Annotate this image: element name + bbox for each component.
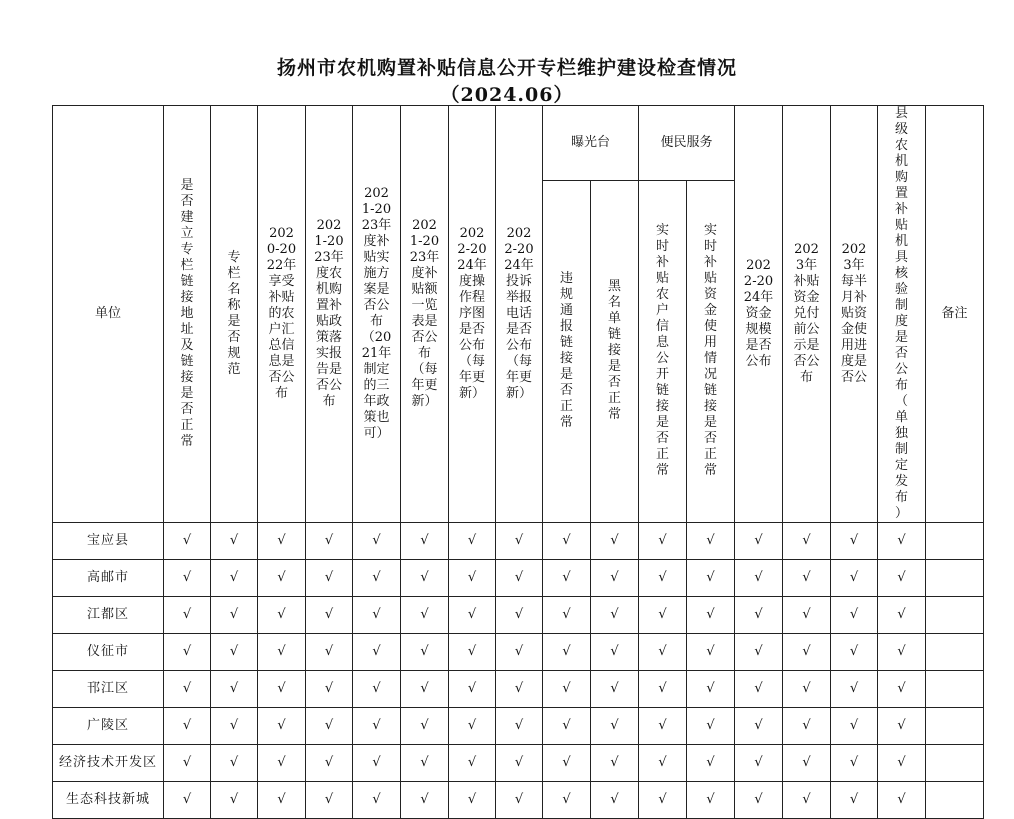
unit-cell: 高邮市 <box>53 560 164 597</box>
table-row <box>53 634 984 671</box>
check-mark: √ <box>831 634 878 671</box>
check-mark: √ <box>735 523 783 560</box>
check-mark: √ <box>353 671 401 708</box>
header-fund-usage-link: 实时补贴资金使用情况链接是否正常 <box>687 180 735 522</box>
document-title: 扬州市农机购置补贴信息公开专栏维护建设检查情况 <box>276 57 737 79</box>
check-mark: √ <box>211 671 258 708</box>
header-complaint-phone: 2022-2024年投诉举报电话是否公布（每年更新） <box>496 106 543 523</box>
check-mark: √ <box>164 597 211 634</box>
check-mark: √ <box>401 597 449 634</box>
check-mark: √ <box>401 560 449 597</box>
check-mark: √ <box>258 560 306 597</box>
header-remark: 备注 <box>926 106 984 523</box>
check-mark: √ <box>687 671 735 708</box>
check-mark: √ <box>735 597 783 634</box>
check-mark: √ <box>449 560 496 597</box>
table-row <box>53 782 984 819</box>
check-mark: √ <box>878 745 926 782</box>
check-mark: √ <box>735 671 783 708</box>
check-mark: √ <box>449 634 496 671</box>
check-mark: √ <box>639 523 687 560</box>
remark-cell <box>926 782 984 819</box>
check-mark: √ <box>401 708 449 745</box>
check-mark: √ <box>306 523 353 560</box>
check-mark: √ <box>639 745 687 782</box>
check-mark: √ <box>878 782 926 819</box>
header-name-standard: 专栏名称是否规范 <box>211 106 258 523</box>
check-mark: √ <box>783 597 831 634</box>
check-mark: √ <box>496 523 543 560</box>
check-mark: √ <box>543 782 591 819</box>
check-mark: √ <box>496 560 543 597</box>
check-mark: √ <box>687 708 735 745</box>
unit-cell: 江都区 <box>53 597 164 634</box>
check-mark: √ <box>687 523 735 560</box>
header-implementation-plan: 2021-2023年度补贴实施方案是否公布（2021年制定的三年政策也可） <box>353 106 401 523</box>
remark-cell <box>926 745 984 782</box>
check-mark: √ <box>401 634 449 671</box>
check-mark: √ <box>783 634 831 671</box>
remark-cell <box>926 523 984 560</box>
document-subtitle: （2024.06） <box>440 84 574 106</box>
check-mark: √ <box>258 782 306 819</box>
check-mark: √ <box>543 634 591 671</box>
check-mark: √ <box>639 782 687 819</box>
check-mark: √ <box>591 634 639 671</box>
check-mark: √ <box>496 634 543 671</box>
check-mark: √ <box>543 745 591 782</box>
check-mark: √ <box>878 708 926 745</box>
check-mark: √ <box>306 597 353 634</box>
check-mark: √ <box>543 708 591 745</box>
check-mark: √ <box>211 634 258 671</box>
unit-cell: 经济技术开发区 <box>53 745 164 782</box>
check-mark: √ <box>258 634 306 671</box>
check-mark: √ <box>258 708 306 745</box>
check-mark: √ <box>878 597 926 634</box>
check-mark: √ <box>735 634 783 671</box>
table-row <box>53 708 984 745</box>
check-mark: √ <box>164 560 211 597</box>
check-mark: √ <box>164 782 211 819</box>
check-mark: √ <box>687 745 735 782</box>
check-mark: √ <box>353 745 401 782</box>
check-mark: √ <box>353 708 401 745</box>
check-mark: √ <box>639 671 687 708</box>
header-blacklist-link: 黑名单链接是否正常 <box>591 180 639 522</box>
unit-cell: 邗江区 <box>53 671 164 708</box>
remark-cell <box>926 634 984 671</box>
check-mark: √ <box>401 745 449 782</box>
remark-cell <box>926 597 984 634</box>
table-row <box>53 560 984 597</box>
check-mark: √ <box>878 560 926 597</box>
check-mark: √ <box>401 523 449 560</box>
check-mark: √ <box>258 597 306 634</box>
remark-cell <box>926 560 984 597</box>
header-fund-scale: 2022-2024年资金规模是否公布 <box>735 106 783 523</box>
check-mark: √ <box>306 634 353 671</box>
check-mark: √ <box>211 523 258 560</box>
check-mark: √ <box>211 597 258 634</box>
check-mark: √ <box>211 745 258 782</box>
header-unit: 单位 <box>53 106 164 523</box>
header-payment-notice: 2023年补贴资金兑付前公示是否公布 <box>783 106 831 523</box>
remark-cell <box>926 671 984 708</box>
check-mark: √ <box>687 782 735 819</box>
check-mark: √ <box>591 523 639 560</box>
check-mark: √ <box>831 708 878 745</box>
check-mark: √ <box>449 745 496 782</box>
check-mark: √ <box>591 671 639 708</box>
unit-cell: 宝应县 <box>53 523 164 560</box>
header-verification-system: 县级农机购置补贴机具核验制度是否公布（单独制定发布） <box>878 106 926 523</box>
check-mark: √ <box>783 782 831 819</box>
check-mark: √ <box>735 782 783 819</box>
check-mark: √ <box>735 560 783 597</box>
header-fund-progress: 2023年每半月补贴资金使用进度是否公 <box>831 106 878 523</box>
check-mark: √ <box>496 708 543 745</box>
check-mark: √ <box>164 708 211 745</box>
check-mark: √ <box>591 708 639 745</box>
check-mark: √ <box>353 560 401 597</box>
check-mark: √ <box>258 523 306 560</box>
check-mark: √ <box>306 782 353 819</box>
check-mark: √ <box>543 597 591 634</box>
table-row <box>53 745 984 782</box>
check-mark: √ <box>211 782 258 819</box>
check-mark: √ <box>353 782 401 819</box>
header-farmer-info-link: 实时补贴农户信息公开链接是否正常 <box>639 180 687 522</box>
check-mark: √ <box>783 671 831 708</box>
table-row <box>53 597 984 634</box>
check-mark: √ <box>164 634 211 671</box>
inspection-table <box>52 105 984 819</box>
header-violation-link: 违规通报链接是否正常 <box>543 180 591 522</box>
check-mark: √ <box>639 597 687 634</box>
check-mark: √ <box>306 671 353 708</box>
check-mark: √ <box>783 708 831 745</box>
check-mark: √ <box>543 523 591 560</box>
check-mark: √ <box>496 597 543 634</box>
check-mark: √ <box>306 708 353 745</box>
check-mark: √ <box>449 523 496 560</box>
unit-cell: 广陵区 <box>53 708 164 745</box>
check-mark: √ <box>639 708 687 745</box>
check-mark: √ <box>496 782 543 819</box>
check-mark: √ <box>449 708 496 745</box>
check-mark: √ <box>496 745 543 782</box>
header-subsidy-list: 2021-2023年度补贴额一览表是否公布（每年更新） <box>401 106 449 523</box>
check-mark: √ <box>831 597 878 634</box>
check-mark: √ <box>878 671 926 708</box>
check-mark: √ <box>449 597 496 634</box>
check-mark: √ <box>401 782 449 819</box>
unit-cell: 仪征市 <box>53 634 164 671</box>
check-mark: √ <box>306 560 353 597</box>
table-body <box>53 523 984 819</box>
header-procedure-chart: 2022-2024年度操作程序图是否公布（每年更新） <box>449 106 496 523</box>
check-mark: √ <box>543 671 591 708</box>
check-mark: √ <box>543 560 591 597</box>
table-row <box>53 523 984 560</box>
check-mark: √ <box>164 523 211 560</box>
check-mark: √ <box>306 745 353 782</box>
check-mark: √ <box>353 597 401 634</box>
check-mark: √ <box>496 671 543 708</box>
check-mark: √ <box>258 745 306 782</box>
check-mark: √ <box>783 560 831 597</box>
check-mark: √ <box>735 708 783 745</box>
check-mark: √ <box>211 560 258 597</box>
header-group-exposure: 曝光台 <box>543 106 639 181</box>
check-mark: √ <box>878 634 926 671</box>
check-mark: √ <box>687 597 735 634</box>
check-mark: √ <box>878 523 926 560</box>
check-mark: √ <box>735 745 783 782</box>
check-mark: √ <box>211 708 258 745</box>
check-mark: √ <box>831 782 878 819</box>
check-mark: √ <box>831 523 878 560</box>
check-mark: √ <box>639 634 687 671</box>
header-policy-report: 2021-2023年度农机购置补贴政策落实报告是否公布 <box>306 106 353 523</box>
check-mark: √ <box>591 745 639 782</box>
check-mark: √ <box>831 745 878 782</box>
check-mark: √ <box>401 671 449 708</box>
check-mark: √ <box>591 597 639 634</box>
remark-cell <box>926 708 984 745</box>
unit-cell: 生态科技新城 <box>53 782 164 819</box>
check-mark: √ <box>687 560 735 597</box>
check-mark: √ <box>353 634 401 671</box>
check-mark: √ <box>449 782 496 819</box>
header-link-status: 是否建立专栏链接地址及链接是否正常 <box>164 106 211 523</box>
check-mark: √ <box>258 671 306 708</box>
check-mark: √ <box>591 560 639 597</box>
check-mark: √ <box>639 560 687 597</box>
check-mark: √ <box>164 671 211 708</box>
header-group-service: 便民服务 <box>639 106 735 181</box>
check-mark: √ <box>831 671 878 708</box>
check-mark: √ <box>783 523 831 560</box>
check-mark: √ <box>831 560 878 597</box>
check-mark: √ <box>164 745 211 782</box>
header-farmer-info: 2020-2022年享受补贴的农户汇总信息是否公布 <box>258 106 306 523</box>
check-mark: √ <box>449 671 496 708</box>
check-mark: √ <box>353 523 401 560</box>
check-mark: √ <box>687 634 735 671</box>
table-row <box>53 671 984 708</box>
check-mark: √ <box>591 782 639 819</box>
check-mark: √ <box>783 745 831 782</box>
